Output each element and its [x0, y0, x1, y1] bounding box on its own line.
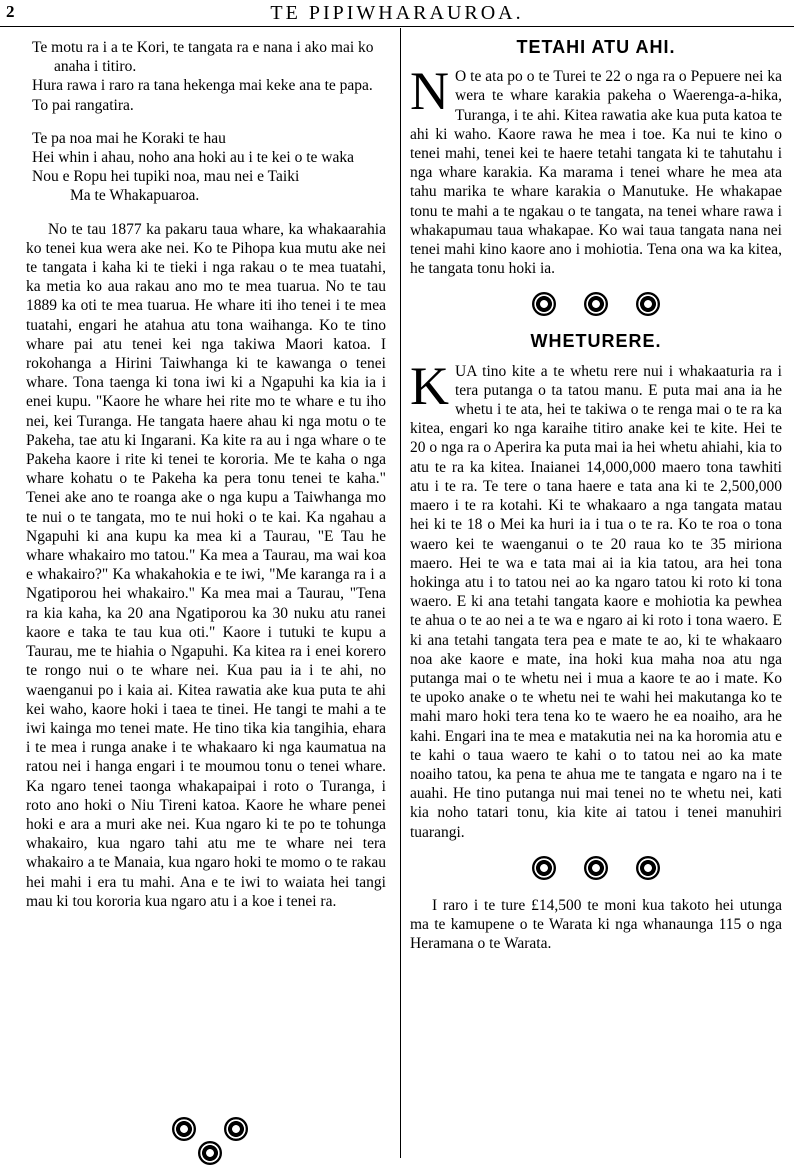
article-text: UA tino kite a te whetu rere nui i whakaaturia ra i tera putanga o ta tatou manu. E puta mai ana ia he whetu i te ata, hei te takiwa o te renga mai o te ra ka kitea, engari ko nga karaihe titiro anake kei te kite. Hei te 20 o nga ra o Aperira ka puta mai ia hei whetu ahiahi, kia to atu te ra ka kitea. Inaianei 14,000,000 maero tona tawhiti atu i te ra. Te tere o tana haere e tata ana ki te 2,500,000 maero i te ra kotahi. Ki te whakaaro a nga tangata matau hei ki te 18 o Mei ka huri ia i tua o te ra. Ko te roa o tona waero kei te waenganui o te 20 raua ko te 35 miriona maero. Hei te wa e tata mai ai ia kia tatou, ara hei tona hokinga atu i to tatou nei ao ka ngaro tatou ki roto ki tona waero. E ki ana tetahi tangata kaore e mohiotia ka pewhea te ahua o te ao nei a te wa e ngaro ai ki roto i tona waero. E ki ana tetahi tangata tera pea e mate te ao, ki te whakaaro noa ake kaore e mate, ina hoki kua maha noa atu nga putanga mai o te whetu nei i mua a kaore te ao i mate. Ko te upoko anake o te whetu nei te wahi hei makutanga ko te mahi maro hoki tera tena ko te waero he ea noaiho, ara he kahi. Engari ina te mea e matakutia nei na ka horomia atu e te kahi o taua waero te kahi o to tatou nei ao ka mate noaiho tatou, ka pena te ahua me te tangata e ngaro na i te auahi. He tino putanga nui mai tenei no te whetu nei, kati kia noho tatari tonu, kia kite ai tatou i tenei manuhiri tuarangi. — [410, 362, 782, 841]
verse-line: Nou e Ropu hei tupiki noa, mau nei e Taiki — [32, 168, 300, 186]
page-header — [0, 0, 794, 26]
verse-line: Te motu ra i a te Kori, te tangata ra e nana i ako mai ko anaha i titiro. — [32, 39, 374, 76]
verse-block-2 — [32, 129, 386, 206]
right-column — [410, 38, 782, 953]
verse-line: Te pa noa mai he Koraki te hau — [32, 129, 226, 147]
article-text: O te ata po o te Turei te 22 o nga ra o Pepuere nei ka wera te whare karakia pakeha o Waerenga-a-hika, Turanga, i te ahi. Kitea rawatia ake kua puta katoa te ahi ki waho. Kaore rawa he mea i toe. Ka nui te kino o tenei mahi, tenei kei te haere tetahi tangata ki te tahutahu i nga whare karakia. Ka marama i tenei whare he mea ata tahu marika te whare karakia o Manutuke. He whakapae tonu te mahi a te ngakau o te tangata, na tenei whare rawa i whakapumau taua whakapae. Ko wai taua tangata nana nei tenei mahi kino kaore ano i mohiotia. Tena ona wa ka kitea, he tangata tonu hoki ia. — [410, 68, 782, 278]
ornament-row — [410, 292, 782, 316]
ornament-row-left — [140, 1117, 280, 1165]
flower-ornament-icon — [172, 1117, 196, 1141]
column-divider — [400, 28, 401, 1158]
flower-ornament-icon — [636, 292, 660, 316]
flower-ornament-icon — [532, 856, 556, 880]
left-column — [26, 38, 386, 911]
article-body-wheturere — [410, 355, 782, 842]
article-title-wheturere: WHETURERE. — [530, 331, 662, 352]
flower-ornament-icon — [532, 292, 556, 316]
flower-ornament-icon — [584, 292, 608, 316]
notice-warata: I raro i te ture £14,500 te moni kua takoto hei utunga ma te kamupene o te Warata ki nga whanaunga 115 o nga Heramana o te Warata. — [410, 896, 782, 953]
flower-ornament-icon — [198, 1141, 222, 1165]
masthead-title: TE PIPIWHARAUROA. — [270, 2, 524, 24]
header-rule — [0, 26, 794, 27]
article-title-ahi: TETAHI ATU AHI. — [516, 37, 676, 57]
verse-line: Ma te Whakapuaroa. — [70, 187, 200, 205]
article-body-ahi — [410, 61, 782, 278]
drop-cap: N — [410, 61, 449, 122]
flower-ornament-icon — [636, 856, 660, 880]
ornament-row — [410, 856, 782, 880]
article-body-whare: No te tau 1877 ka pakaru taua whare, ka whakaarahia ko tenei kua wera ake nei. Ko te Pihopa kua mutu ake nei te tangata i kaha ki te tieki i nga rakau o te mea tuatahi, ka metia ko aua rakau ano mo te mea tuarua. No te tau 1889 ka oti te mea tuarua. He whare iti iho tenei i te mea tuatahi, engari he atahua atu tona waihanga. Ko te tino whare pai atu tenei kei nga takiwa Maori katoa. I rokohanga a Hirini Taiwhanga ki te kawanga o tenei whare. Tona taenga ki tona iwi ki a Ngapuhi ka kia ia i enei kupu. "Kaore he whare hei rite mo te whare e tu iho nei, kei Turanga. He tangata haere ahau ki nga motu o te Pakeha, tae atu ki Ingarani. Ka kite ra au i nga whare o te Pakeha kaore i rite ki tenei te kororia. Me te kaha o nga whare kohatu o te Pakeha ka pera tonu tenei te kaha." Tenei ake ano te roanga ake o nga kupu a Taiwhanga mo te nui o te tangata, mo te nui hoki o te kai. Ka ngahau a Ngapuhi ki ana kupu ka mea ki a Taurau, "E Tau he whare whakairo mo tatou." Ka mea a Taurau, ma wai koa e whakairo?" Ka whakahokia e te iwi, "Me karanga ra i a Ngatiporou hei whakairo." Ka mea mai a Taurau, "Tena ra kia kaha, ka 20 ana Ngatiporou ka 30 nuku atu ranei kaore e taka te tau kua oti." Kaore i tutuki te kupu a Taurau, me te hiahia o Ngapuhi. Ka kitea ra i enei korero te rongo nui o te whare nei. Kua pau ia i te ahi, no waenganui po i kaia ai. Kitea rawatia ake kua puta te ahi kei waho, kaore hoki i taea te tinei. He tangi te mahi a te iwi kainga mo tenei mate. He tino tika kia tangihia, ehara i te mea i runga anake i te whakaaro ki nga kaumatua na ratou nei i hanga engari i te moumou tonu o tenei whare. Ka ngaro tenei taonga whakapaipai i roto o Turanga, i roto ano hoki o Niu Tireni katoa. Kaore he whare penei hoki e ara a muri ake nei. Kua ngaro ki te po te tohunga whakairo, kua ngaro tahi atu me te whare nei tera whakairo a te Manaia, kua ngaro hoki te momo o te rakau hei mahi i era tu mahi. Ana e te iwi to waiata hei tangi mau ki tou kororia kua ngaro atu i a koe i tenei ra. — [26, 220, 386, 910]
verse-block-1 — [32, 38, 386, 115]
flower-ornament-icon — [224, 1117, 248, 1141]
drop-cap: K — [410, 355, 449, 416]
verse-line: Hura rawa i raro ra tana hekenga mai keke ana te papa. — [32, 77, 373, 95]
verse-line: To pai rangatira. — [32, 96, 134, 114]
page-number: 2 — [6, 2, 15, 21]
verse-line: Hei whin i ahau, noho ana hoki au i te kei o te waka — [32, 149, 354, 167]
flower-ornament-icon — [584, 856, 608, 880]
